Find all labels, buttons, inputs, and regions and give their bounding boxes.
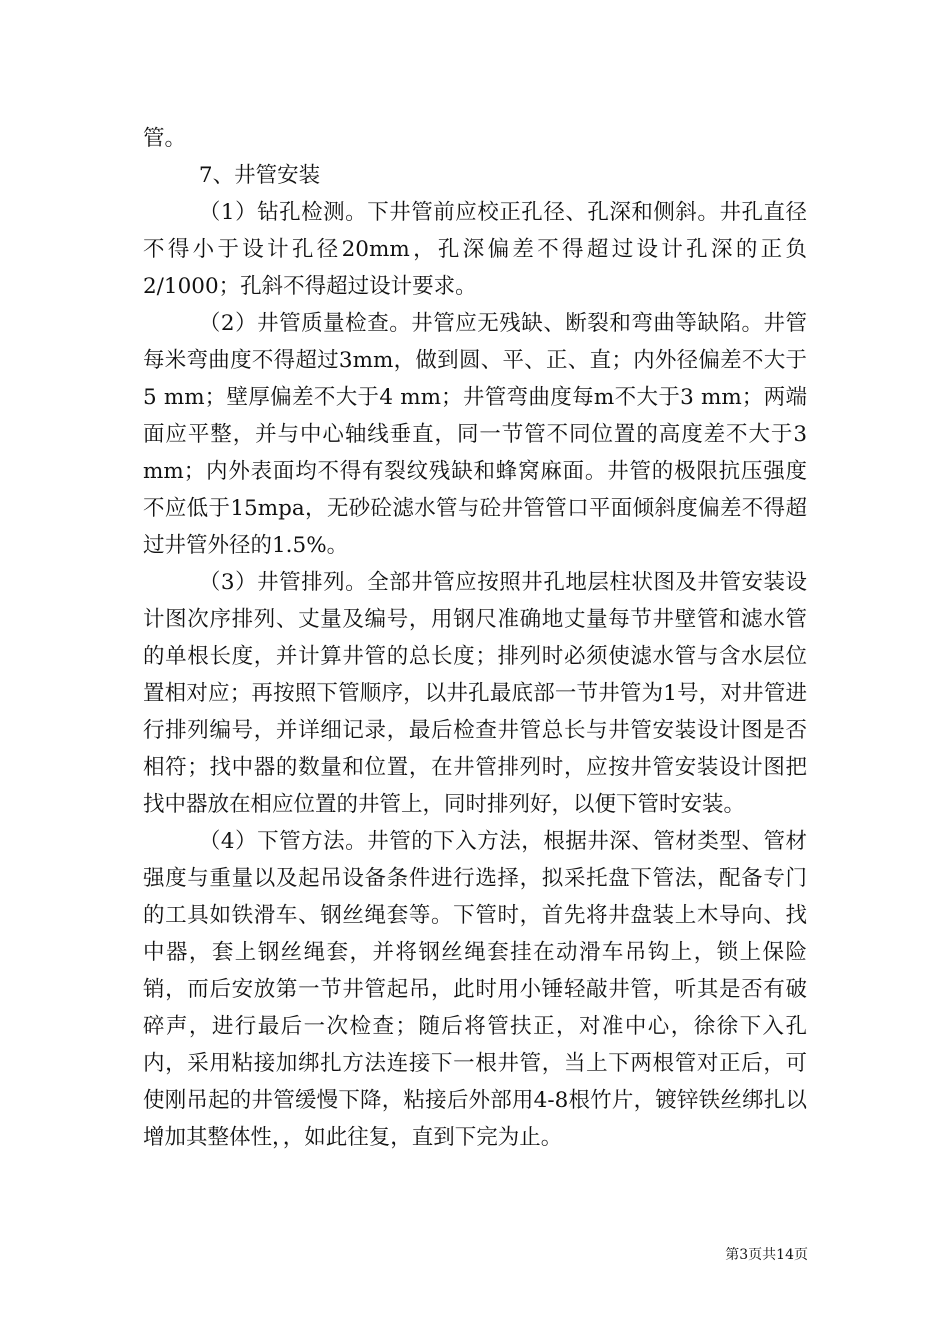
paragraph-drill-inspection: （1）钻孔检测。下井管前应校正孔径、孔深和侧斜。井孔直径不得小于设计孔径20mm，孔深偏差不得超过设计孔深的正负2/1000；孔斜不得超过设计要求。 bbox=[143, 200, 807, 299]
paragraph-pipe-quality: （2）井管质量检查。井管应无残缺、断裂和弯曲等缺陷。井管每米弯曲度不得超过3mm，做到圆、平、正、直；内外径偏差不大于5 mm；壁厚偏差不大于4 mm；井管弯曲度每m不大于3 mm；两端面应平整，并与中心轴线垂直，同一节管不同位置的高度差不大于3 mm；内外表面均不得有裂纹残缺和蜂窝麻面。井管的极限抗压强度不应低于15mpa，无砂砼滤水管与砼井管管口平面倾斜度偏差不得超过井管外径的1.5%。 bbox=[143, 311, 807, 558]
document-body bbox=[143, 120, 807, 1156]
paragraph-pipe-arrangement: （3）井管排列。全部井管应按照井孔地层柱状图及井管安装设计图次序排列、丈量及编号，用钢尺准确地丈量每节井壁管和滤水管的单根长度，并计算井管的总长度；排列时必须使滤水管与含水层位置相对应；再按照下管顺序，以井孔最底部一节井管为1号，对井管进行排列编号，并详细记录，最后检查井管总长与井管安装设计图是否相符；找中器的数量和位置，在井管排列时，应按井管安装设计图把找中器放在相应位置的井管上，同时排列好，以便下管时安装。 bbox=[143, 570, 807, 817]
carry-over-text: 管。 bbox=[143, 126, 187, 151]
page-number: 第3页共14页 bbox=[725, 1247, 808, 1263]
paragraph-lowering-method: （4）下管方法。井管的下入方法，根据井深、管材类型、管材强度与重量以及起吊设备条件进行选择，拟采托盘下管法，配备专门的工具如铁滑车、钢丝绳套等。下管时，首先将井盘装上木导向、找中器，套上钢丝绳套，并将钢丝绳套挂在动滑车吊钩上，锁上保险销，而后安放第一节井管起吊，此时用小锤轻敲井管，听其是否有破碎声，进行最后一次检查；随后将管扶正，对准中心，徐徐下入孔内，采用粘接加绑扎方法连接下一根井管，当上下两根管对正后，可使刚吊起的井管缓慢下降，粘接后外部用4-8根竹片，镀锌铁丝绑扎以增加其整体性，，如此往复，直到下完为止。 bbox=[143, 829, 807, 1150]
section-heading: 7、井管安装 bbox=[198, 163, 321, 188]
